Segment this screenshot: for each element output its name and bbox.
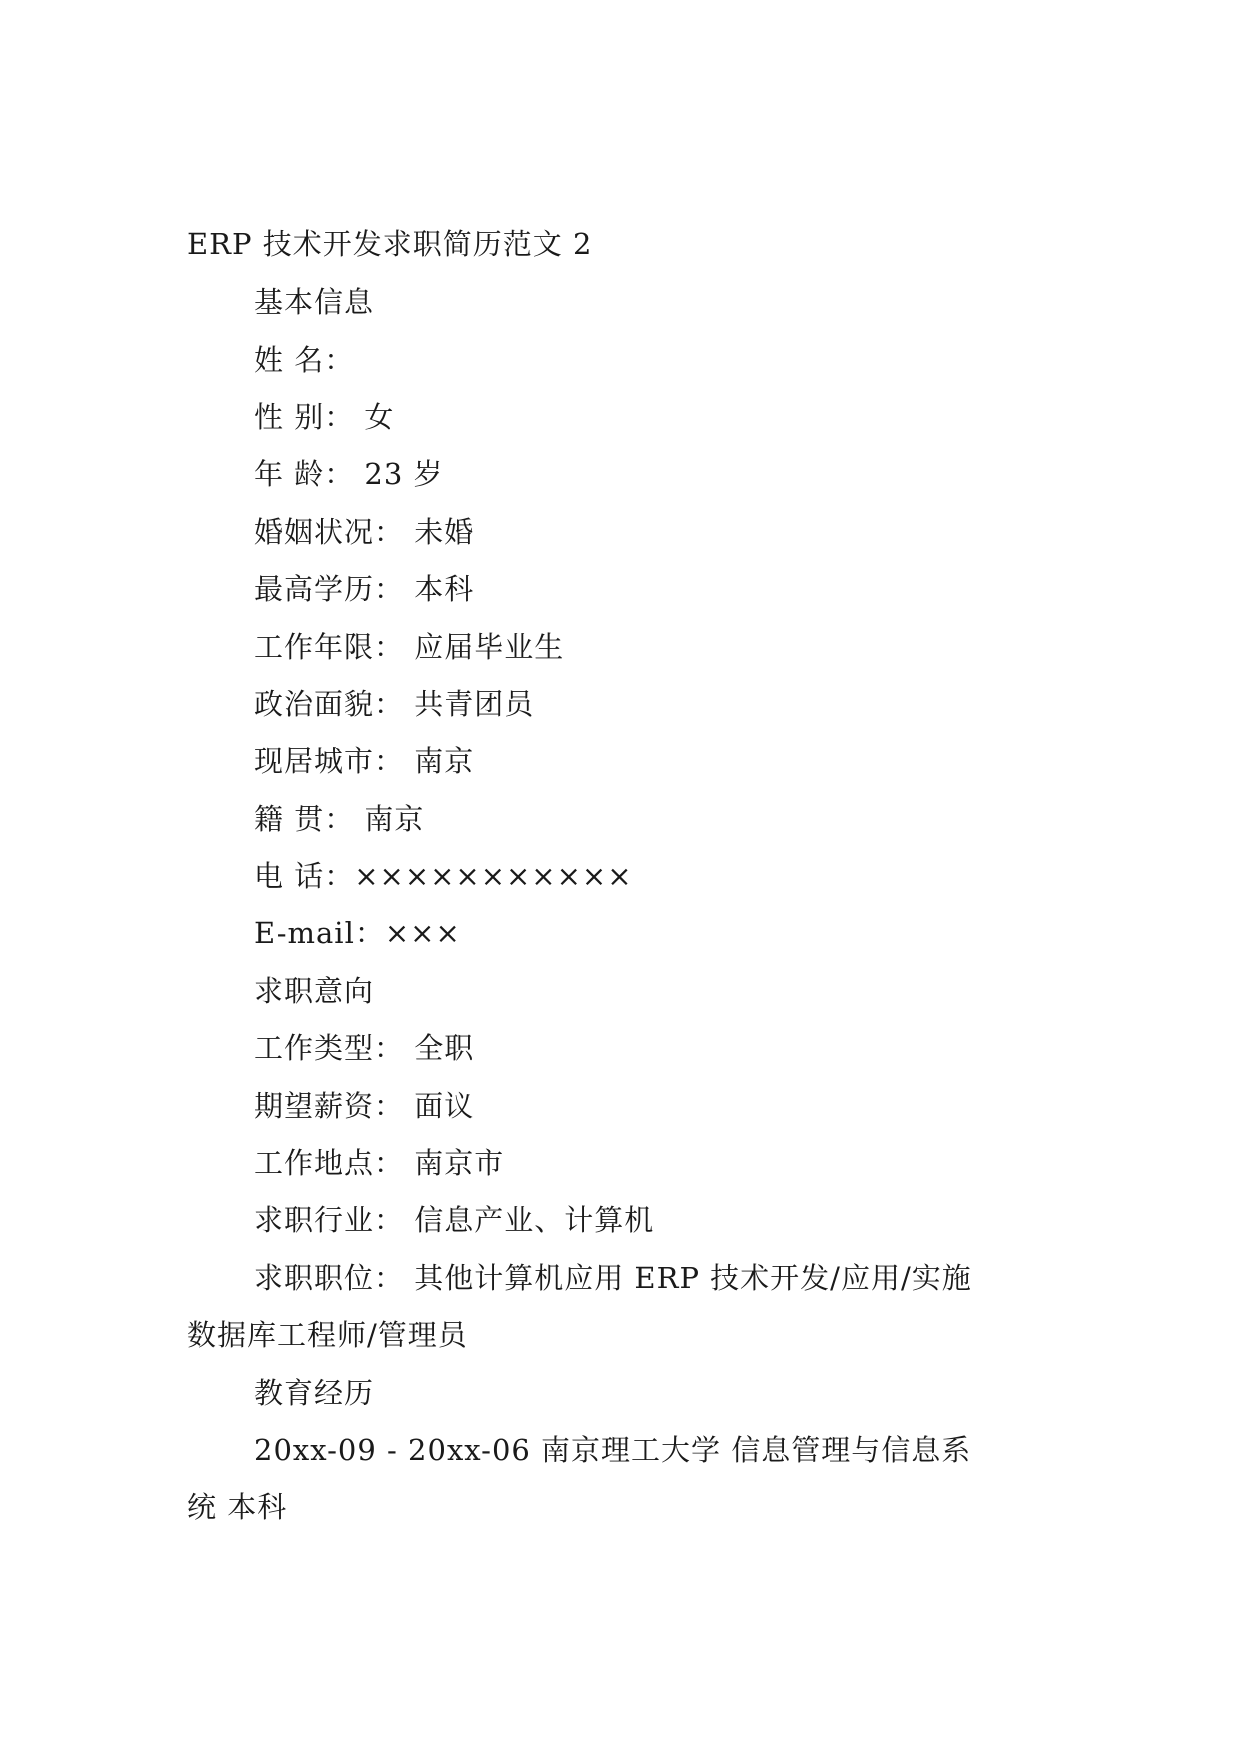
field-marital-status: 婚姻状况： 未婚 xyxy=(254,515,475,549)
field-position-continued: 数据库工程师/管理员 xyxy=(187,1318,468,1352)
field-industry: 求职行业： 信息产业、计算机 xyxy=(254,1203,655,1237)
field-phone: 电 话：××××××××××× xyxy=(254,859,633,893)
field-work-years: 工作年限： 应届毕业生 xyxy=(254,630,565,664)
field-email: E-mail：××× xyxy=(254,916,461,950)
field-age: 年 龄： 23 岁 xyxy=(254,457,444,491)
field-native-place: 籍 贯： 南京 xyxy=(254,802,425,836)
field-work-location: 工作地点： 南京市 xyxy=(254,1146,505,1180)
section-heading-education: 教育经历 xyxy=(254,1376,375,1410)
document-title: ERP 技术开发求职简历范文 2 xyxy=(187,227,593,261)
field-name: 姓 名： xyxy=(254,343,355,377)
section-heading-job-intention: 求职意向 xyxy=(254,974,375,1008)
field-gender: 性 别： 女 xyxy=(254,400,395,434)
education-entry-continued: 统 本科 xyxy=(187,1490,288,1524)
field-education: 最高学历： 本科 xyxy=(254,572,475,606)
section-heading-basic-info: 基本信息 xyxy=(254,285,375,319)
field-job-type: 工作类型： 全职 xyxy=(254,1031,475,1065)
field-expected-salary: 期望薪资： 面议 xyxy=(254,1089,475,1123)
education-entry: 20xx-09 - 20xx-06 南京理工大学 信息管理与信息系 xyxy=(254,1433,972,1467)
field-current-city: 现居城市： 南京 xyxy=(254,744,475,778)
field-position: 求职职位： 其他计算机应用 ERP 技术开发/应用/实施 xyxy=(254,1261,972,1295)
field-political-status: 政治面貌： 共青团员 xyxy=(254,687,535,721)
